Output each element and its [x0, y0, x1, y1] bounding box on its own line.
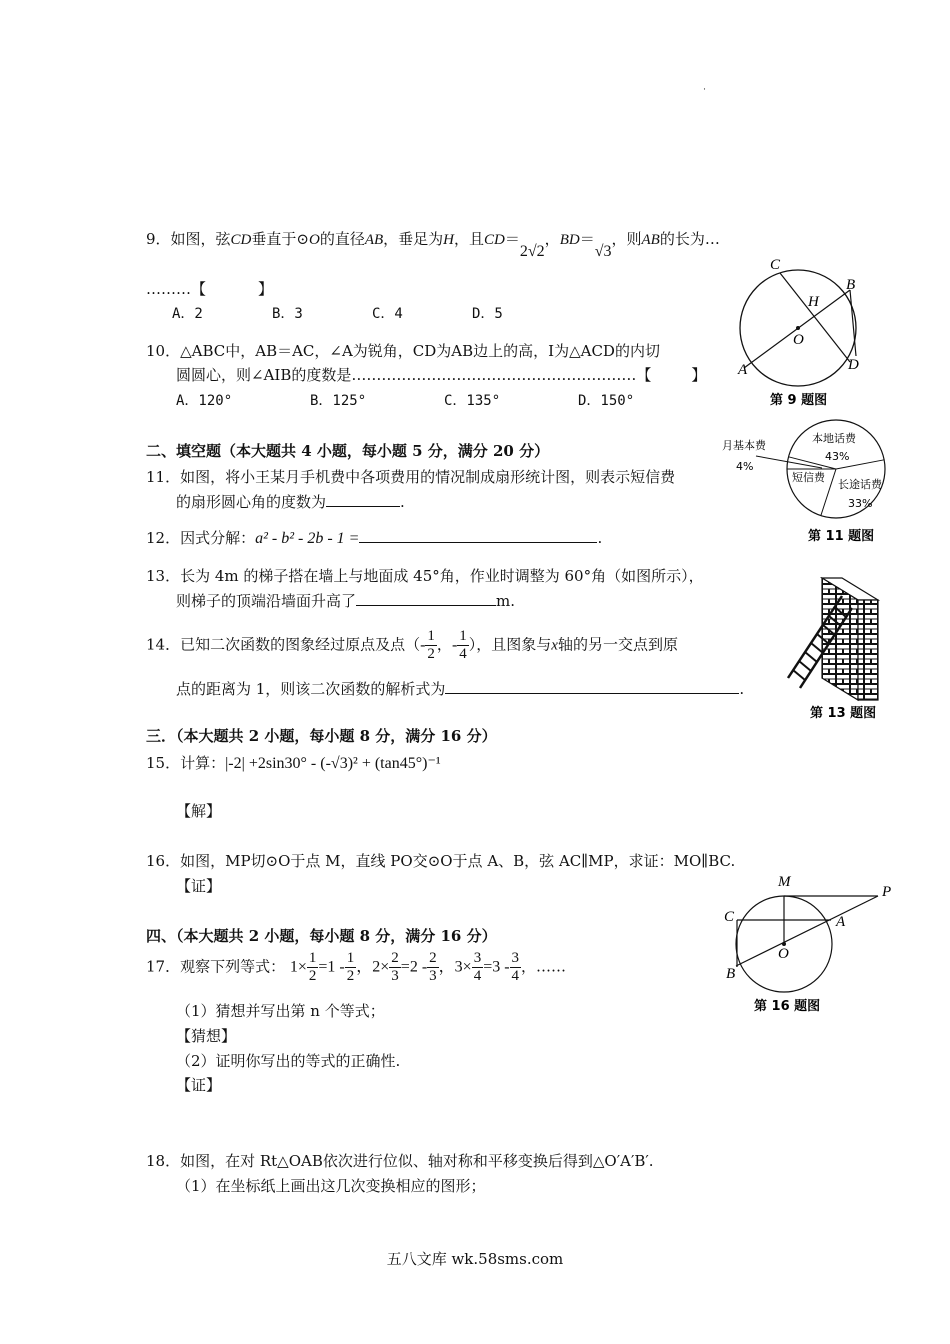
answer-blank[interactable]: [326, 492, 400, 507]
question-18-line1: 18．如图，在对 Rt△OAB依次进行位似、轴对称和平移变换后得到△O′A′B′.: [146, 1152, 654, 1170]
chord-cd: [780, 273, 850, 362]
slice-label-local: 本地话费: [812, 432, 856, 445]
question-9: 9．如图，弦CD垂直于⊙O的直径AB，垂足为H，且CD＝2√2，BD＝√3，则AB的长为…: [146, 230, 720, 260]
figure-16: [718, 868, 900, 1018]
question-16-answer-label: 【证】: [176, 877, 222, 895]
question-9-options: [172, 303, 503, 323]
answer-blank[interactable]: [445, 679, 739, 694]
question-17-proof-label: 【证】: [176, 1076, 222, 1094]
question-15: 15．计算：|-2| +2sin30° - (-√3)² + (tan45°)⁻¹: [146, 754, 441, 772]
wall-front: [822, 578, 858, 700]
option-a: A．120°: [176, 393, 233, 409]
figure-11-pie-chart: [722, 418, 894, 546]
figure-16-caption: 第 16 题图: [754, 999, 821, 1014]
label-a: A: [738, 362, 748, 378]
line-po: [736, 896, 878, 966]
option-d: D．5: [472, 306, 503, 322]
question-17-guess-label: 【猜想】: [176, 1027, 237, 1045]
leader-line: [756, 456, 822, 468]
figure-13-caption: 第 13 题图: [810, 706, 877, 721]
slice-label-sms: 短信费: [792, 471, 825, 484]
wall-side: [858, 600, 878, 700]
option-a: A．2: [172, 306, 203, 322]
question-12: 12．因式分解：a² - b² - 2b - 1 = .: [146, 529, 603, 547]
question-17-part-1: （1）猜想并写出第 n 个等式；: [176, 1002, 385, 1020]
label-h: H: [808, 294, 819, 310]
question-13-line1: 13．长为 4m 的梯子搭在墙上与地面成 45°角，作业时调整为 60°角（如图所示），: [146, 567, 704, 585]
label-b: B: [846, 277, 856, 293]
footer-watermark: 五八文库 wk.58sms.com: [386, 1250, 564, 1268]
section-3-title: 三．（本大题共 2 小题，每小题 8 分，满分 16 分）: [146, 727, 497, 745]
question-16: 16．如图，MP切⊙O于点 M，直线 PO交⊙O于点 A、B，弦 AC∥MP，求证：MO∥BC.: [146, 852, 736, 870]
question-10-line1: 10．△ABC中，AB＝AC，∠A为锐角，CD为AB边上的高，I为△ACD的内切: [146, 342, 660, 360]
question-10-options: [176, 390, 634, 410]
question-18-line2: （1）在坐标纸上画出这几次变换相应的图形；: [176, 1177, 486, 1195]
label-m: M: [778, 874, 791, 890]
slice-value-base: 4%: [736, 460, 754, 473]
question-15-answer-label: 【解】: [176, 802, 222, 820]
question-10-line2: 圆圆心，则∠AIB的度数是…………………………………………………【 】: [176, 366, 707, 384]
label-o: O: [793, 332, 804, 348]
label-c: C: [724, 909, 735, 925]
question-17-equations: 17．观察下列等式： 1× $\frac{1}{2}$ =1 - $\frac{1}{2}$ ，2× $\frac{2}{3}$ =2 - $\frac{2}{3}$ ，3× $\frac{3}{4}$ =3 - $\frac{3}{4}$ ，……: [146, 950, 567, 984]
question-11-line2: 的扇形圆心角的度数为 .: [176, 493, 405, 511]
option-b: B．3: [272, 306, 303, 322]
slice-value-long: 33%: [848, 497, 873, 510]
option-c: C．135°: [444, 393, 501, 409]
answer-blank[interactable]: [356, 591, 496, 606]
question-17-part-2: （2）证明你写出的等式的正确性.: [176, 1052, 401, 1070]
figure-9: [728, 256, 878, 416]
section-2-title: 二、填空题（本大题共 4 小题，每小题 5 分，满分 20 分）: [146, 442, 550, 460]
label-c: C: [770, 257, 781, 273]
figure-11-caption: 第 11 题图: [808, 529, 875, 544]
figure-13-ladder-wall: [780, 574, 890, 724]
option-d: D．150°: [578, 393, 635, 409]
section-4-title: 四、（本大题共 2 小题，每小题 8 分，满分 16 分）: [146, 927, 497, 945]
label-b: B: [726, 966, 736, 982]
option-c: C．4: [372, 306, 403, 322]
slice-label-base: 月基本费: [722, 439, 766, 452]
question-14-line1: 14．已知二次函数的图象经过原点及点（- $\frac{1}{2}$ ，- $\frac{1}{4}$ ），且图象与x轴的另一交点到原: [146, 628, 678, 662]
question-14-line2: 点的距离为 1，则该二次函数的解析式为 .: [176, 680, 745, 698]
header-mark: ˙: [702, 88, 707, 99]
answer-blank[interactable]: [359, 528, 597, 543]
question-9-answer-bracket: ………【 】: [146, 280, 274, 298]
figure-9-caption: 第 9 题图: [770, 393, 828, 408]
label-d: D: [848, 357, 859, 373]
slice-value-local: 43%: [825, 450, 850, 463]
slice-label-long: 长途话费: [838, 478, 882, 491]
label-p: P: [882, 884, 892, 900]
center-point: [796, 326, 800, 330]
label-o: O: [778, 946, 789, 962]
option-b: B．125°: [310, 393, 367, 409]
question-13-line2: 则梯子的顶端沿墙面升高了 m.: [176, 592, 516, 610]
question-11-line1: 11．如图，将小王某月手机费中各项费用的情况制成扇形统计图，则表示短信费: [146, 468, 676, 486]
label-a: A: [836, 914, 846, 930]
